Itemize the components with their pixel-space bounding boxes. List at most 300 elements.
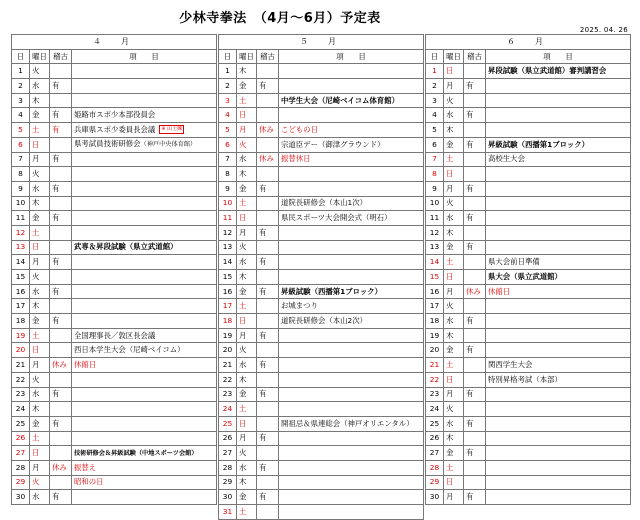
item-cell (486, 225, 631, 240)
keiko-cell (464, 299, 486, 314)
table-row (12, 328, 217, 343)
issue-date: 2025. 04. 26 (579, 26, 628, 34)
weekday-cell: 金 (30, 314, 50, 329)
table-row (219, 446, 424, 461)
item-text: 道院長研修会（本山1次） (281, 198, 368, 208)
weekday-cell: 水 (30, 79, 50, 94)
keiko-cell (50, 446, 72, 461)
table-row (426, 402, 631, 417)
weekday-cell: 水 (30, 284, 50, 299)
item-text: 武専＆昇段試験（県立武道館） (74, 242, 178, 252)
item-note-badge: ※ 山土練 (161, 126, 183, 133)
day-cell: 5 (426, 123, 444, 138)
keiko-cell (50, 431, 72, 446)
weekday-cell: 金 (237, 181, 257, 196)
item-cell (486, 196, 631, 211)
item-cell (72, 460, 217, 475)
table-row (219, 211, 424, 226)
table-row (426, 372, 631, 387)
keiko-cell (50, 137, 72, 152)
item-text: 昇段試験（県立武道館）審判講習会 (488, 66, 607, 76)
table-row (426, 255, 631, 270)
keiko-cell (257, 211, 279, 226)
weekday-cell: 月 (30, 358, 50, 373)
keiko-cell: 休み (50, 460, 72, 475)
weekday-cell: 金 (30, 416, 50, 431)
item-text: 県民スポーツ大会開会式（明石） (281, 213, 392, 223)
keiko-cell: 有 (50, 123, 72, 138)
weekday-cell: 土 (444, 460, 464, 475)
weekday-cell: 水 (237, 152, 257, 167)
item-cell (279, 475, 424, 490)
day-cell: 11 (426, 211, 444, 226)
keiko-cell: 有 (464, 490, 486, 505)
item-cell (72, 152, 217, 167)
keiko-cell (257, 240, 279, 255)
keiko-cell: 有 (257, 255, 279, 270)
weekday-cell: 火 (444, 402, 464, 417)
keiko-cell (464, 328, 486, 343)
table-row (12, 79, 217, 94)
weekday-cell: 日 (30, 343, 50, 358)
item-text: 県大会（県立武道館） (488, 271, 562, 281)
table-row (12, 431, 217, 446)
keiko-cell: 有 (257, 387, 279, 402)
day-cell: 24 (12, 402, 30, 417)
day-cell: 19 (12, 328, 30, 343)
item-text: 休館日 (74, 359, 97, 369)
item-cell (72, 299, 217, 314)
keiko-cell: 有 (50, 416, 72, 431)
day-cell: 24 (219, 402, 237, 417)
keiko-cell (257, 343, 279, 358)
table-row (12, 152, 217, 167)
keiko-cell: 有 (50, 284, 72, 299)
keiko-cell: 有 (50, 211, 72, 226)
keiko-cell: 有 (464, 108, 486, 123)
day-cell: 8 (426, 167, 444, 182)
col-header-item: 項 目 (279, 49, 424, 64)
weekday-cell: 金 (444, 240, 464, 255)
item-text: 昭和の日 (74, 477, 104, 487)
table-row (426, 196, 631, 211)
weekday-cell: 水 (444, 314, 464, 329)
item-cell (279, 490, 424, 505)
table-row (219, 64, 424, 79)
table-row (426, 343, 631, 358)
day-cell: 22 (219, 372, 237, 387)
table-row (219, 152, 424, 167)
col-header-day: 日 (12, 49, 30, 64)
day-cell: 17 (426, 299, 444, 314)
weekday-cell: 水 (237, 358, 257, 373)
day-cell: 2 (219, 79, 237, 94)
item-cell (72, 123, 217, 138)
day-cell: 6 (219, 137, 237, 152)
item-cell (486, 240, 631, 255)
weekday-cell: 月 (444, 79, 464, 94)
day-cell: 23 (12, 387, 30, 402)
weekday-cell: 水 (444, 416, 464, 431)
item-cell (72, 137, 217, 152)
item-cell (486, 167, 631, 182)
keiko-cell (464, 460, 486, 475)
table-row (12, 137, 217, 152)
keiko-cell: 有 (50, 387, 72, 402)
day-cell: 7 (426, 152, 444, 167)
month-table-june (425, 34, 631, 505)
item-cell (279, 225, 424, 240)
weekday-cell: 水 (444, 108, 464, 123)
table-row (219, 505, 424, 520)
table-row (426, 475, 631, 490)
weekday-cell: 日 (444, 372, 464, 387)
weekday-cell: 水 (237, 460, 257, 475)
item-text: 技術研修会＆昇級試験（中地スポーツ会館） (74, 449, 198, 457)
weekday-cell: 火 (444, 196, 464, 211)
item-text: 休館日 (488, 286, 511, 296)
day-cell: 30 (426, 490, 444, 505)
weekday-cell: 火 (30, 167, 50, 182)
keiko-cell (50, 167, 72, 182)
day-cell: 4 (426, 108, 444, 123)
item-cell (72, 314, 217, 329)
day-cell: 21 (219, 358, 237, 373)
day-cell: 27 (219, 446, 237, 461)
item-cell (279, 196, 424, 211)
item-text: 昇級試験（西播第1ブロック） (488, 139, 590, 149)
day-cell: 1 (219, 64, 237, 79)
day-cell: 17 (12, 299, 30, 314)
day-cell: 29 (219, 475, 237, 490)
day-cell: 17 (219, 299, 237, 314)
table-row (12, 181, 217, 196)
item-text: 振替え (74, 462, 97, 472)
day-cell: 2 (426, 79, 444, 94)
day-cell: 30 (219, 490, 237, 505)
weekday-cell: 土 (30, 328, 50, 343)
weekday-cell: 水 (444, 211, 464, 226)
keiko-cell: 有 (50, 108, 72, 123)
item-text: 姫路市スポ少本部役員会 (74, 110, 156, 120)
item-cell (72, 270, 217, 285)
day-cell: 15 (12, 270, 30, 285)
item-cell (279, 108, 424, 123)
weekday-cell: 日 (237, 314, 257, 329)
keiko-cell (464, 152, 486, 167)
weekday-cell: 金 (237, 387, 257, 402)
weekday-cell: 木 (30, 93, 50, 108)
item-cell (486, 299, 631, 314)
day-cell: 3 (426, 93, 444, 108)
item-cell (279, 372, 424, 387)
table-row (219, 431, 424, 446)
day-cell: 2 (12, 79, 30, 94)
table-row (426, 358, 631, 373)
table-row (12, 416, 217, 431)
item-cell (72, 225, 217, 240)
day-cell: 1 (12, 64, 30, 79)
table-row (426, 270, 631, 285)
item-cell (72, 181, 217, 196)
table-row (219, 240, 424, 255)
item-cell (486, 123, 631, 138)
table-row (12, 225, 217, 240)
day-cell: 27 (426, 446, 444, 461)
item-cell (72, 358, 217, 373)
weekday-cell: 日 (444, 270, 464, 285)
keiko-cell (50, 328, 72, 343)
table-row (12, 446, 217, 461)
item-text: 昇級試験（西播第1ブロック） (281, 286, 383, 296)
day-cell: 7 (12, 152, 30, 167)
day-cell: 16 (12, 284, 30, 299)
weekday-cell: 日 (237, 108, 257, 123)
weekday-cell: 土 (237, 93, 257, 108)
table-row (426, 299, 631, 314)
table-row (12, 490, 217, 505)
table-row (219, 181, 424, 196)
item-cell (486, 314, 631, 329)
keiko-cell (50, 270, 72, 285)
keiko-cell: 有 (464, 387, 486, 402)
table-row (219, 416, 424, 431)
item-cell (279, 343, 424, 358)
item-cell (279, 270, 424, 285)
month-header: ５ 月 (219, 35, 424, 50)
weekday-cell: 木 (237, 372, 257, 387)
weekday-cell: 月 (30, 460, 50, 475)
weekday-cell: 木 (30, 402, 50, 417)
keiko-cell (50, 475, 72, 490)
table-row (219, 358, 424, 373)
table-row (219, 328, 424, 343)
col-header-day: 日 (219, 49, 237, 64)
day-cell: 9 (219, 181, 237, 196)
table-row (12, 64, 217, 79)
weekday-cell: 土 (237, 196, 257, 211)
weekday-cell: 土 (237, 505, 257, 520)
table-row (426, 152, 631, 167)
keiko-cell (464, 64, 486, 79)
weekday-cell: 日 (30, 446, 50, 461)
weekday-cell: 日 (30, 137, 50, 152)
keiko-cell (257, 314, 279, 329)
table-row (426, 416, 631, 431)
table-row (219, 402, 424, 417)
weekday-cell: 木 (237, 475, 257, 490)
day-cell: 13 (426, 240, 444, 255)
day-cell: 4 (12, 108, 30, 123)
keiko-cell (257, 416, 279, 431)
weekday-cell: 木 (30, 299, 50, 314)
item-cell (486, 343, 631, 358)
weekday-cell: 火 (444, 93, 464, 108)
keiko-cell (50, 372, 72, 387)
item-cell (279, 137, 424, 152)
item-text: 西日本学生大会（尼崎ベイコム） (74, 345, 185, 355)
day-cell: 26 (219, 431, 237, 446)
day-cell: 18 (12, 314, 30, 329)
day-cell: 14 (219, 255, 237, 270)
table-row (219, 270, 424, 285)
item-cell (486, 328, 631, 343)
table-row (12, 387, 217, 402)
keiko-cell: 有 (50, 314, 72, 329)
day-cell: 16 (219, 284, 237, 299)
item-cell (279, 79, 424, 94)
table-row (12, 284, 217, 299)
table-row (219, 79, 424, 94)
weekday-cell: 月 (444, 181, 464, 196)
item-cell (72, 108, 217, 123)
item-cell (486, 108, 631, 123)
table-row (219, 343, 424, 358)
item-text: 道院長研修会（本山2次） (281, 315, 368, 325)
table-row (426, 64, 631, 79)
item-cell (72, 240, 217, 255)
day-cell: 12 (12, 225, 30, 240)
keiko-cell: 有 (257, 79, 279, 94)
keiko-cell: 有 (257, 358, 279, 373)
table-row (12, 167, 217, 182)
keiko-cell: 有 (464, 181, 486, 196)
col-header-weekday: 曜日 (444, 49, 464, 64)
table-row (12, 314, 217, 329)
day-cell: 30 (12, 490, 30, 505)
weekday-cell: 木 (30, 196, 50, 211)
weekday-cell: 土 (237, 402, 257, 417)
keiko-cell (464, 167, 486, 182)
keiko-cell (50, 299, 72, 314)
day-cell: 22 (12, 372, 30, 387)
table-row (426, 79, 631, 94)
keiko-cell (50, 343, 72, 358)
day-cell: 22 (426, 372, 444, 387)
day-cell: 1 (426, 64, 444, 79)
day-cell: 7 (219, 152, 237, 167)
keiko-cell: 有 (464, 79, 486, 94)
keiko-cell: 休み (50, 358, 72, 373)
day-cell: 29 (426, 475, 444, 490)
table-row (12, 240, 217, 255)
col-header-item: 項 目 (72, 49, 217, 64)
weekday-cell: 火 (444, 299, 464, 314)
item-cell (72, 255, 217, 270)
keiko-cell (257, 196, 279, 211)
item-cell (486, 255, 631, 270)
day-cell: 12 (219, 225, 237, 240)
keiko-cell (257, 64, 279, 79)
item-cell (279, 93, 424, 108)
item-cell (486, 372, 631, 387)
keiko-cell: 有 (257, 284, 279, 299)
keiko-cell (464, 270, 486, 285)
col-header-keiko: 稽古 (257, 49, 279, 64)
keiko-cell: 休み (257, 152, 279, 167)
keiko-cell: 休み (464, 284, 486, 299)
table-row (219, 299, 424, 314)
weekday-cell: 月 (237, 431, 257, 446)
weekday-cell: 月 (444, 490, 464, 505)
keiko-cell (464, 225, 486, 240)
weekday-cell: 火 (30, 64, 50, 79)
day-cell: 9 (12, 181, 30, 196)
day-cell: 25 (426, 416, 444, 431)
item-cell (72, 64, 217, 79)
weekday-cell: 日 (237, 416, 257, 431)
weekday-cell: 金 (444, 343, 464, 358)
day-cell: 13 (219, 240, 237, 255)
day-cell: 6 (426, 137, 444, 152)
day-cell: 10 (12, 196, 30, 211)
item-cell (279, 460, 424, 475)
weekday-cell: 土 (30, 431, 50, 446)
item-cell (279, 299, 424, 314)
item-cell (72, 343, 217, 358)
day-cell: 10 (219, 196, 237, 211)
item-cell (486, 416, 631, 431)
keiko-cell: 有 (464, 343, 486, 358)
month-table-may (218, 34, 424, 520)
weekday-cell: 金 (237, 490, 257, 505)
keiko-cell: 有 (50, 255, 72, 270)
day-cell: 18 (426, 314, 444, 329)
day-cell: 25 (12, 416, 30, 431)
keiko-cell (464, 358, 486, 373)
col-header-day: 日 (426, 49, 444, 64)
keiko-cell: 有 (257, 181, 279, 196)
table-row (12, 255, 217, 270)
keiko-cell (464, 93, 486, 108)
month-header: ４ 月 (12, 35, 217, 50)
item-cell (72, 284, 217, 299)
weekday-cell: 水 (30, 387, 50, 402)
keiko-cell: 休み (257, 123, 279, 138)
table-row (12, 402, 217, 417)
weekday-cell: 金 (237, 284, 257, 299)
table-row (12, 372, 217, 387)
day-cell: 21 (426, 358, 444, 373)
weekday-cell: 金 (444, 446, 464, 461)
keiko-cell (257, 475, 279, 490)
day-cell: 14 (12, 255, 30, 270)
table-row (219, 372, 424, 387)
weekday-cell: 土 (444, 255, 464, 270)
month-header: ６ 月 (426, 35, 631, 50)
item-cell (279, 358, 424, 373)
day-cell: 18 (219, 314, 237, 329)
table-row (12, 108, 217, 123)
keiko-cell (257, 299, 279, 314)
keiko-cell (257, 446, 279, 461)
item-cell (72, 93, 217, 108)
item-cell (486, 93, 631, 108)
item-cell (279, 284, 424, 299)
keiko-cell: 有 (464, 446, 486, 461)
table-row (219, 314, 424, 329)
item-cell (72, 416, 217, 431)
item-cell (279, 240, 424, 255)
item-cell (72, 431, 217, 446)
day-cell: 16 (426, 284, 444, 299)
weekday-cell: 火 (237, 137, 257, 152)
item-cell (486, 358, 631, 373)
keiko-cell (50, 402, 72, 417)
keiko-cell (257, 372, 279, 387)
weekday-cell: 土 (444, 358, 464, 373)
table-row (12, 343, 217, 358)
